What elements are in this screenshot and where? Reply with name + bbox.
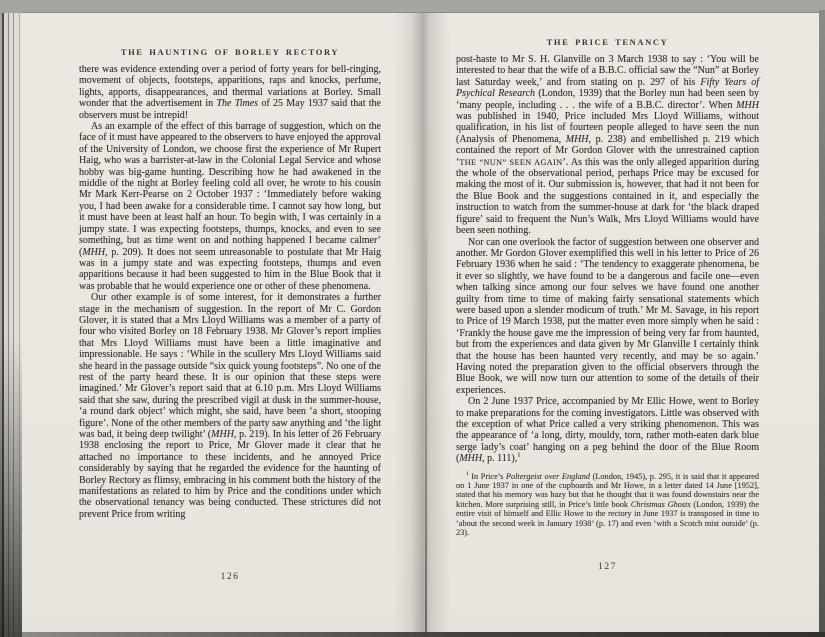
- italic-text: MHH: [565, 133, 589, 145]
- paragraph: [79, 292, 381, 520]
- text-run: (London, 1945), p. 295, it is said that it appeared on 1 June 1937 in one of the cupboards and Mr Howe, in a letter dated 14 June [1952], stated that his memory was hazy but that he thought that it was found downstairs near the kitchen. More surprising still, in Price’s little book: [456, 471, 760, 509]
- italic-text: MHH: [82, 246, 106, 258]
- text-run: of 25 May 1937 said that the observers must be intrepid!: [79, 98, 381, 121]
- text-run: In Price’s: [468, 471, 506, 481]
- text-run: As an example of the effect of this barrage of suggestion, which on the face of it must have appeared to the observers to have enjoyed the approval of the University of London, we choose first the experience of Mr Rupert Haig, who was a barrister-at-law in the Colonial Legal Service and whose hobby was big-game hunting. Describing how he had awakened in the middle of the night at Borley feeling cold all over, he wrote to his cousin Mr Mark Kerr-Pearse on 2 October 1937 : ‘Immediately before waking you, I had been awake for a considerable time. I cannot say how long, but it must have been at least half an hour. To begin with, I was certainly in a jumpy state. I was expecting footsteps, thumps, knocks, and even to see something, but as time went on and nothing happened I became calmer’ (: [79, 121, 381, 258]
- text-run: post-haste to Mr S. H. Glanville on 3 March 1938 to say : ‘You will be interested to hear that the wife of a B.B.C. official saw the “Nun” at Borley last Saturday week,’ and from stating on p. 297 of his: [456, 54, 759, 88]
- right-page: [456, 37, 760, 572]
- text-run: (London, 1939) the entire visit of himself and Ellic Howe to the rectory in June 1937 is transposed in time to ‘about the second week in January 1938’ (p. 17) and even ‘with a Scotch mist outside’ (p. 23).: [456, 499, 760, 538]
- small-caps-text: THE “NUN” SEEN AGAIN: [459, 157, 563, 167]
- right-page-number: 127: [598, 562, 617, 572]
- paragraph: [456, 396, 759, 464]
- text-run: was published in 1940, Price included Mrs Lloyd Williams, without qualification, in his list of fourteen people alleged to have seen the nun (Analysis of Phenomena,: [456, 111, 759, 145]
- text-run: Our other example is of some interest, for it demonstrates a further stage in the mechanism of suggestion. In the report of Mr C. Gordon Glover, it is stated that a Mrs Lloyd Williams was a member of a party of four who visited Borley on 18 February 1938. Mr Glover’s report implies that Mrs Lloyd Williams must have been a little imaginative and impressionable. He says : ‘While in the scullery Mrs Lloyd Williams said she heard in the passage outside “six quick young footsteps”. No one of the rest of the party heard these. It is our opinion that these steps were imagined.’ Mr Glover’s report said that at 6.10 p.m. Mrs Lloyd Williams said that she saw, during the prescribed vigil at dusk in the summer-house, ‘a round dark object’ which might, she said, have been ‘a short, stooping figure’. None of the other members of the party saw anything and ‘the light was bad, it being deep twilight’ (: [79, 292, 381, 440]
- paragraph: [79, 64, 381, 121]
- italic-text: Fifty Years of Psychical Research: [456, 76, 759, 100]
- footnote-marker: 1: [466, 470, 469, 477]
- right-running-head: THE PRICE TENANCY: [546, 37, 669, 47]
- italic-text: Christmas Ghosts: [630, 499, 691, 509]
- italic-text: MHH: [736, 99, 759, 111]
- text-run: , p. 219). In his letter of 26 February 1938 enclosing the report to Price, Mr Glover made it clear that he attached no importance to these incidents, and he annoyed Price considerably by saying that he regarded the evidence for the haunting of Borley Rectory as flimsy, embracing in his comment both the history of the manifestations as related to him by Price and the conditions under which the observational tenancy was being conducted. These strictures did not prevent Price from writing: [79, 429, 381, 520]
- right-page-text: [456, 54, 759, 537]
- page-edges-left: [0, 13, 22, 637]
- italic-text: MHH: [211, 429, 234, 440]
- paragraph: [456, 54, 759, 237]
- text-run: ’. As this was the only alleged apparition during the whole of the observational period, perhaps Price may be excused for making the most of it. Our submission is, however, that had it not been for the Blue Book and the suggestions contained in it, and especially the instruction to watch from the summer-house at dark for ‘the black draped figure’ said to frequent the Nun’s Walk, Mrs Lloyd Williams would have been seen nothing.: [456, 156, 759, 237]
- page-edge-bottom: [10, 632, 825, 637]
- text-run: , p. 111),: [482, 453, 518, 465]
- text-run: (London, 1939) that the Borley nun had been seen by ‘many people, including . . . the wife of a B.B.C. director’. When: [456, 88, 759, 111]
- left-page: [79, 47, 381, 582]
- paragraph: [79, 121, 381, 292]
- page-edge-right: [819, 10, 825, 637]
- paragraph: [456, 237, 759, 397]
- left-page-number: 126: [220, 572, 240, 582]
- gutter-shadow: [394, 13, 450, 637]
- text-run: , p. 238) and embellished p. 219 which contained the report of Mr Gordon Glover with the unrestrained caption ‘: [456, 133, 759, 168]
- italic-text: The Times: [216, 98, 259, 110]
- left-running-head: THE HAUNTING OF BORLEY RECTORY: [120, 47, 340, 57]
- footnote-marker: 1: [517, 451, 521, 459]
- text-run: , p. 209). It does not seem unreasonable to postulate that Mr Haig was in a jumpy state and was expecting footsteps, thumps and even apparitions because it had been suggested to him in the Blue Book that it was probable that he would experience one or other of these phenomena.: [79, 246, 381, 292]
- footnote: [456, 472, 759, 538]
- text-run: On 2 June 1937 Price, accompanied by Mr Ellic Howe, went to Borley to make preparations for the coming investigators. Little was observed with the exception of what Price called a very striking phenomenon. This was the appearance of ‘a long, dirty, mouldy, torn, rather moth-eaten dark blue serge lady’s coat’ hanging on a peg behind the door of the Blue Room (: [456, 396, 759, 465]
- text-run: there was evidence extending over a period of forty years for bell-ringing, movement of objects, footsteps, apparitions, raps and knocks, perfume, lights, apports, disappearances, and thermal variations at Borley. Small wonder that the advertisement in: [79, 64, 381, 110]
- text-run: Nor can one overlook the factor of suggestion between one observer and another. Mr Gordon Glover exemplified this well in his letter to Price of 26 February 1936 when he said : ‘The tendency to exaggerate phenomena, be it ever so slightly, we have found to be a dangerous and facile one—even when talking since among our four selves we have found one another guilty from time to time of making fairly sensational statements which were based upon a slender modicum of truth.’ Mr M. Savage, in his report to Price of 19 March 1938, put the matter even more simply when he said : ‘Frankly the house gave me the impression of being very far from haunted, but from the experiences and data given by Mr Glanville I certainly think that the house has been haunted very recently, and may be so again.’ Having noted the preparation given to the official observers through the Blue Book, we will now turn our attention to some of the details of their experiences.: [456, 236, 759, 396]
- italic-text: MHH: [459, 453, 483, 465]
- gutter-crease: [425, 200, 427, 637]
- italic-text: Poltergeist over England: [505, 471, 590, 481]
- left-page-text: [79, 64, 381, 520]
